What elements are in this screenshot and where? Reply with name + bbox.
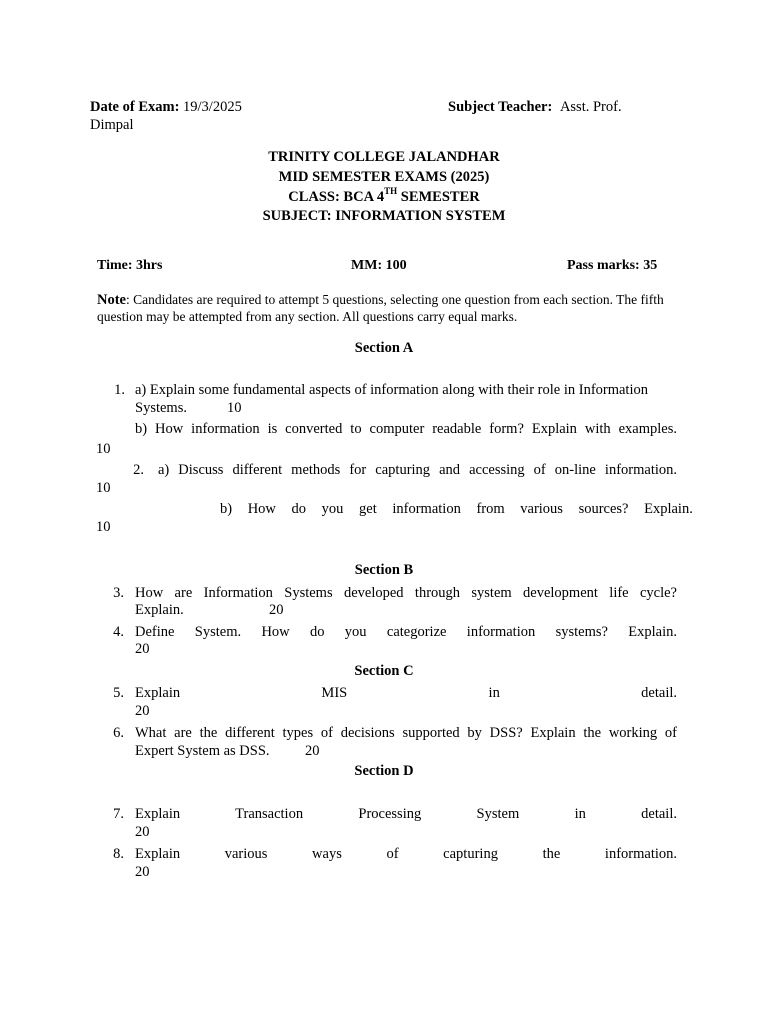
- question-number: 4.: [113, 624, 124, 640]
- exam-date-label: Date of Exam:: [90, 99, 180, 115]
- question-6-text: What are the different types of decisions supported by DSS? Explain the working of: [135, 725, 677, 741]
- exam-date: [90, 98, 242, 116]
- question-number: 3.: [113, 585, 124, 601]
- class-line: [0, 188, 768, 206]
- question-8-marks: 20: [135, 864, 150, 880]
- class-superscript: TH: [384, 186, 398, 197]
- max-marks-value: : 100: [377, 258, 407, 273]
- question-1b-text: b) How information is converted to computer readable form? Explain with examples.: [135, 421, 677, 437]
- exam-time: Time: 3hrs: [97, 258, 163, 273]
- question-number: 2.: [133, 462, 144, 478]
- question-3-marks: 20: [269, 602, 284, 618]
- question-1a-marks: 10: [227, 400, 242, 416]
- section-b-heading: Section B: [354, 562, 414, 578]
- note-label: Note: [97, 292, 126, 308]
- class-suffix: SEMESTER: [397, 189, 480, 205]
- max-marks-label: MM: [351, 258, 378, 273]
- max-marks: [351, 257, 407, 275]
- note-line-1: [97, 291, 664, 309]
- question-1b-marks: 10: [96, 441, 111, 457]
- subject-teacher-name: Dimpal: [90, 117, 134, 133]
- question-3-text: How are Information Systems developed through system development life cycle?: [135, 585, 677, 601]
- question-4-marks: 20: [135, 641, 150, 657]
- question-2b-marks: 10: [96, 519, 111, 535]
- subject-teacher: [448, 98, 622, 116]
- question-2a-text: a) Discuss different methods for capturing and accessing of on-line information.: [158, 462, 677, 478]
- exam-title: MID SEMESTER EXAMS (2025): [278, 169, 490, 185]
- subject-line: SUBJECT: INFORMATION SYSTEM: [262, 208, 506, 224]
- question-number: 8.: [113, 846, 124, 862]
- question-6-text-cont: Expert System as DSS.: [135, 743, 270, 759]
- question-number: 7.: [113, 806, 124, 822]
- question-3-text-cont: Explain.: [135, 602, 184, 618]
- note-text-1: : Candidates are required to attempt 5 questions, selecting one question from each section. The fifth: [126, 292, 664, 307]
- section-a-heading: Section A: [354, 340, 414, 356]
- question-7-text: Explain Transaction Processing System in detail.: [135, 806, 677, 822]
- question-4-text: Define System. How do you categorize information systems? Explain.: [135, 624, 677, 640]
- question-5-marks: 20: [135, 703, 150, 719]
- college-name: TRINITY COLLEGE JALANDHAR: [268, 149, 500, 165]
- question-number: 1.: [114, 382, 125, 398]
- subject-teacher-label: Subject Teacher:: [448, 99, 553, 115]
- section-d-heading: Section D: [354, 763, 414, 779]
- pass-marks: Pass marks: 35: [567, 258, 658, 273]
- question-8-text: Explain various ways of capturing the information.: [135, 846, 677, 862]
- section-c-heading: Section C: [354, 663, 414, 679]
- question-2b-text: b) How do you get information from various sources? Explain.: [220, 501, 693, 517]
- class-prefix: CLASS: BCA 4: [288, 189, 385, 205]
- question-2a-marks: 10: [96, 480, 111, 496]
- question-7-marks: 20: [135, 824, 150, 840]
- question-6-marks: 20: [305, 743, 320, 759]
- question-1a-text-cont: Systems.: [135, 400, 187, 416]
- subject-teacher-title: Asst. Prof.: [559, 99, 622, 115]
- question-1a-text: a) Explain some fundamental aspects of information along with their role in Information: [135, 382, 648, 398]
- question-number: 5.: [113, 685, 124, 701]
- question-5-text: Explain MIS in detail.: [135, 685, 677, 701]
- question-number: 6.: [113, 725, 124, 741]
- exam-date-value: 19/3/2025: [183, 99, 242, 115]
- note-line-2: question may be attempted from any section. All questions carry equal marks.: [97, 309, 518, 324]
